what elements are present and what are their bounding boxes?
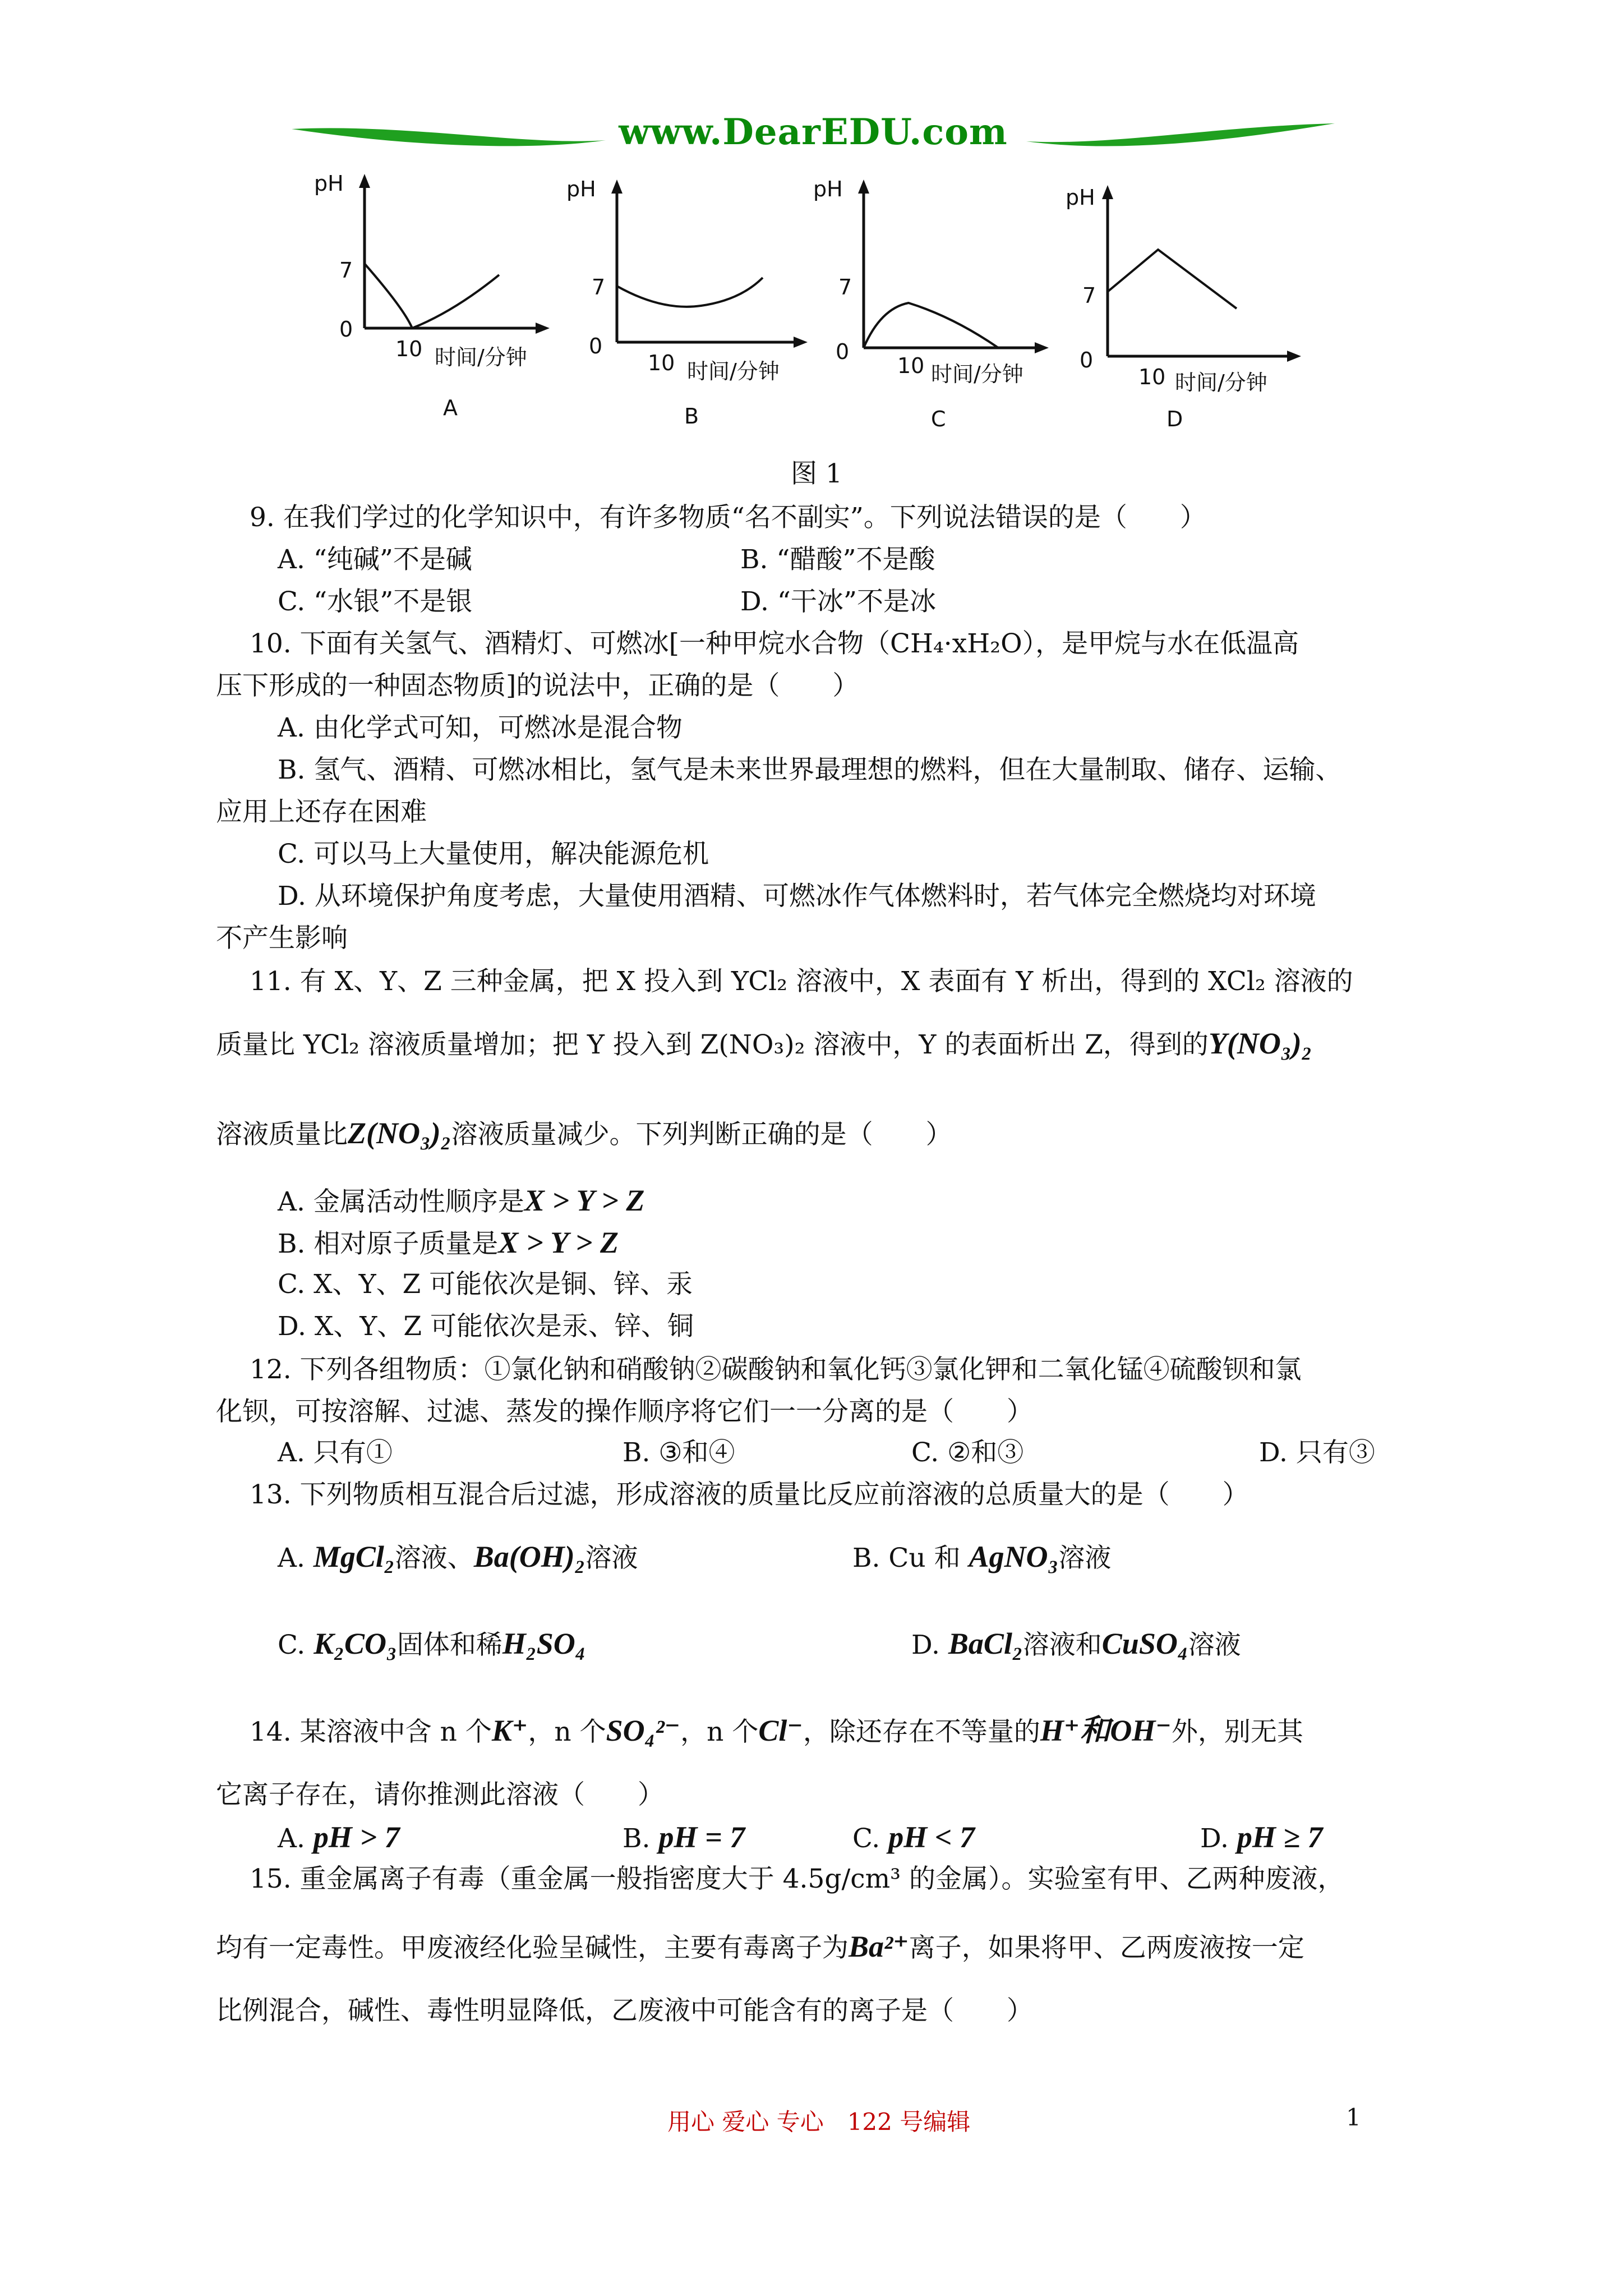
site-header-banner bbox=[292, 107, 1335, 168]
q9-stem: 9. 在我们学过的化学知识中，有许多物质“名不副实”。下列说法错误的是（ ） bbox=[250, 502, 1206, 533]
q13-option-a bbox=[278, 1540, 638, 1575]
figure-caption: 图 1 bbox=[791, 458, 842, 489]
q11-option-a-formula: X > Y > Z bbox=[524, 1184, 645, 1217]
graph-b-y7-label: 7 bbox=[592, 275, 606, 300]
q14-option-b-formula: pH = 7 bbox=[658, 1820, 745, 1854]
q13-option-d-formula1: BaCl₂ bbox=[948, 1627, 1023, 1660]
graph-a-x10-label: 10 bbox=[395, 337, 423, 361]
q9-option-a: A. “纯碱”不是碱 bbox=[278, 544, 472, 575]
graph-c bbox=[802, 168, 1094, 449]
graph-b-zero-label: 0 bbox=[589, 334, 603, 358]
q14-option-a bbox=[278, 1820, 400, 1856]
q10-option-a: A. 由化学式可知，可燃冰是混合物 bbox=[278, 712, 683, 743]
q11-option-a bbox=[278, 1184, 644, 1219]
page-number: 1 bbox=[1346, 2104, 1361, 2131]
graph-d-x-label: 时间/分钟 bbox=[1175, 370, 1267, 395]
graph-a-letter: A bbox=[443, 395, 458, 420]
q11-option-c: C. X、Y、Z 可能依次是铜、锌、汞 bbox=[278, 1269, 693, 1300]
q10-option-d-line1: D. 从环境保护角度考虑，大量使用酒精、可燃冰作气体燃料时，若气体完全燃烧均对环境 bbox=[278, 881, 1316, 912]
q11-stem-line3-pre: 溶液质量比 bbox=[216, 1119, 348, 1150]
q11-formula-z-nitrate: Z(NO₃)₂ bbox=[348, 1116, 451, 1150]
graph-c-zero-label: 0 bbox=[836, 339, 850, 364]
q10-option-b-line1: B. 氢气、酒精、可燃冰相比，氢气是未来世界最理想的燃料，但在大量制取、储存、运输、 bbox=[278, 754, 1342, 785]
q14-stem-c: ，n 个 bbox=[680, 1717, 759, 1747]
q13-option-c-label: C. bbox=[278, 1630, 306, 1660]
graph-b-x-label: 时间/分钟 bbox=[687, 359, 780, 384]
q11-stem-line1: 11. 有 X、Y、Z 三种金属，把 X 投入到 YCl₂ 溶液中，X 表面有 Y 析出，得到的 XCl₂ 溶液的 bbox=[250, 966, 1353, 997]
q11-option-d: D. X、Y、Z 可能依次是汞、锌、铜 bbox=[278, 1311, 694, 1342]
q14-stem-a: 14. 某溶液中含 n 个 bbox=[250, 1717, 492, 1747]
q14-option-a-label: A. bbox=[278, 1823, 305, 1854]
q13-option-b-post: 溶液 bbox=[1058, 1543, 1112, 1573]
q9-option-b: B. “醋酸”不是酸 bbox=[740, 544, 935, 575]
q13-option-c-mid: 固体和稀 bbox=[396, 1630, 502, 1660]
graph-c-y-label: pH bbox=[813, 177, 843, 201]
q13-option-a-formula1: MgCl₂ bbox=[313, 1540, 395, 1573]
q13-option-d bbox=[911, 1627, 1241, 1662]
q13-option-d-formula2: CuSO₄ bbox=[1101, 1627, 1188, 1660]
q14-option-a-formula: pH > 7 bbox=[313, 1820, 400, 1854]
q13-option-b bbox=[852, 1540, 1111, 1575]
q15-stem-line1: 15. 重金属离子有毒（重金属一般指密度大于 4.5g/cm³ 的金属）。实验室有甲、乙两种废液， bbox=[250, 1864, 1344, 1894]
q14-stem-b: ，n 个 bbox=[528, 1717, 606, 1747]
q14-stem-line2: 它离子存在，请你推测此溶液（ ） bbox=[216, 1779, 664, 1810]
q14-stem-line1 bbox=[250, 1714, 1303, 1749]
q14-ion-sulfate: SO₄²⁻ bbox=[606, 1714, 681, 1747]
q11-stem-line3 bbox=[216, 1116, 952, 1152]
q15-stem-line3: 比例混合，碱性、毒性明显降低，乙废液中可能含有的离子是（ ） bbox=[216, 1995, 1033, 2026]
q14-ion-potassium: K⁺ bbox=[491, 1714, 528, 1747]
q11-stem-line2 bbox=[216, 1027, 1312, 1062]
q13-option-c-formula1: K₂CO₃ bbox=[313, 1627, 397, 1660]
q13-option-a-formula2: Ba(OH)₂ bbox=[473, 1540, 585, 1573]
q14-option-c-formula: pH < 7 bbox=[888, 1820, 975, 1854]
graph-d bbox=[1054, 168, 1346, 449]
graph-d-plot bbox=[1054, 168, 1346, 449]
graph-c-letter: C bbox=[931, 407, 946, 431]
q14-ion-chloride: Cl⁻ bbox=[758, 1714, 803, 1747]
q14-ion-h-oh: H⁺和OH⁻ bbox=[1040, 1714, 1172, 1747]
q15-stem-line2-pre: 均有一定毒性。甲废液经化验呈碱性，主要有毒离子为 bbox=[216, 1932, 849, 1963]
q13-option-c bbox=[278, 1627, 586, 1662]
q12-option-b: B. ③和④ bbox=[623, 1437, 735, 1468]
q12-option-a: A. 只有① bbox=[278, 1437, 393, 1468]
q15-stem-line2 bbox=[216, 1930, 1304, 1965]
q12-stem-line1: 12. 下列各组物质：①氯化钠和硝酸钠②碳酸钠和氧化钙③氯化钾和二氧化锰④硫酸钡和氯 bbox=[250, 1354, 1302, 1385]
q14-option-d bbox=[1200, 1820, 1323, 1856]
graph-a-zero-label: 0 bbox=[339, 317, 353, 342]
q10-option-d-line2: 不产生影响 bbox=[216, 923, 348, 954]
graph-d-x10-label: 10 bbox=[1138, 365, 1166, 389]
graph-d-letter: D bbox=[1166, 407, 1183, 431]
graph-c-y7-label: 7 bbox=[838, 275, 852, 300]
q9-option-d: D. “干冰”不是冰 bbox=[740, 586, 936, 617]
q14-option-c bbox=[852, 1820, 975, 1856]
q15-ion-barium: Ba²⁺ bbox=[849, 1930, 909, 1963]
q14-stem-e: 外，别无其 bbox=[1171, 1717, 1303, 1747]
q13-option-a-post: 溶液 bbox=[585, 1543, 638, 1573]
q11-option-a-text: A. 金属活动性顺序是 bbox=[278, 1186, 524, 1217]
graph-d-y-label: pH bbox=[1066, 185, 1095, 210]
q13-option-b-formula: AgNO₃ bbox=[969, 1540, 1059, 1573]
q13-option-b-pre: B. Cu 和 bbox=[852, 1543, 961, 1573]
graph-c-x-label: 时间/分钟 bbox=[931, 362, 1023, 386]
graph-a-y7-label: 7 bbox=[339, 258, 353, 283]
graph-d-zero-label: 0 bbox=[1080, 348, 1094, 372]
footer-editor-note: 用心 爱心 专心 122 号编辑 bbox=[667, 2108, 971, 2136]
graph-c-plot bbox=[802, 168, 1094, 449]
q13-option-a-mid: 溶液、 bbox=[394, 1543, 474, 1573]
graph-d-y7-label: 7 bbox=[1082, 283, 1096, 308]
q9-option-c: C. “水银”不是银 bbox=[278, 586, 473, 617]
q13-option-c-formula2: H₂SO₄ bbox=[502, 1627, 586, 1660]
graph-b-x10-label: 10 bbox=[648, 351, 675, 375]
q12-stem-line2: 化钡，可按溶解、过滤、蒸发的操作顺序将它们一一分离的是（ ） bbox=[216, 1396, 1033, 1427]
q13-stem: 13. 下列物质相互混合后过滤，形成溶液的质量比反应前溶液的总质量大的是（ ） bbox=[250, 1479, 1249, 1510]
q10-stem-line2: 压下形成的一种固态物质]的说法中，正确的是（ ） bbox=[216, 670, 859, 701]
q11-option-b-text: B. 相对原子质量是 bbox=[278, 1228, 499, 1259]
q10-option-b-line2: 应用上还存在困难 bbox=[216, 797, 427, 827]
graph-a-x-label: 时间/分钟 bbox=[435, 345, 527, 370]
q11-stem-line2-text: 质量比 YCl₂ 溶液质量增加；把 Y 投入到 Z(NO₃)₂ 溶液中，Y 的表面析出 Z，得到的 bbox=[216, 1029, 1209, 1060]
q13-option-a-label: A. bbox=[278, 1543, 305, 1573]
q13-option-d-post: 溶液 bbox=[1188, 1630, 1241, 1660]
q12-option-c: C. ②和③ bbox=[911, 1437, 1024, 1468]
q14-option-d-label: D. bbox=[1200, 1823, 1229, 1854]
q14-option-b bbox=[623, 1820, 745, 1856]
graph-b-y-label: pH bbox=[566, 177, 596, 201]
graph-b-letter: B bbox=[684, 404, 699, 429]
q14-option-c-label: C. bbox=[852, 1823, 880, 1854]
q10-option-c: C. 可以马上大量使用，解决能源危机 bbox=[278, 839, 709, 869]
graph-c-x10-label: 10 bbox=[897, 353, 925, 378]
q11-formula-y-nitrate: Y(NO₃)₂ bbox=[1208, 1027, 1312, 1060]
q12-option-d: D. 只有③ bbox=[1259, 1437, 1375, 1468]
graph-a-y-label: pH bbox=[314, 171, 344, 196]
q13-option-d-label: D. bbox=[911, 1630, 940, 1660]
q14-option-d-formula: pH ≥ 7 bbox=[1237, 1820, 1323, 1854]
site-logo-text[interactable]: www.DearEDU.com bbox=[619, 111, 1008, 153]
q14-option-b-label: B. bbox=[623, 1823, 651, 1854]
q10-stem-line1: 10. 下面有关氢气、酒精灯、可燃冰[一种甲烷水合物（CH₄·xH₂O），是甲烷与水在低温高 bbox=[250, 628, 1299, 659]
q11-option-b-formula: X > Y > Z bbox=[498, 1226, 619, 1259]
q13-option-d-mid: 溶液和 bbox=[1022, 1630, 1102, 1660]
q14-stem-d: ，除还存在不等量的 bbox=[803, 1717, 1040, 1747]
q15-stem-line2-post: 离子，如果将甲、乙两废液按一定 bbox=[909, 1932, 1304, 1963]
q11-stem-line3-post: 溶液质量减少。下列判断正确的是（ ） bbox=[451, 1119, 952, 1150]
q11-option-b bbox=[278, 1226, 619, 1261]
